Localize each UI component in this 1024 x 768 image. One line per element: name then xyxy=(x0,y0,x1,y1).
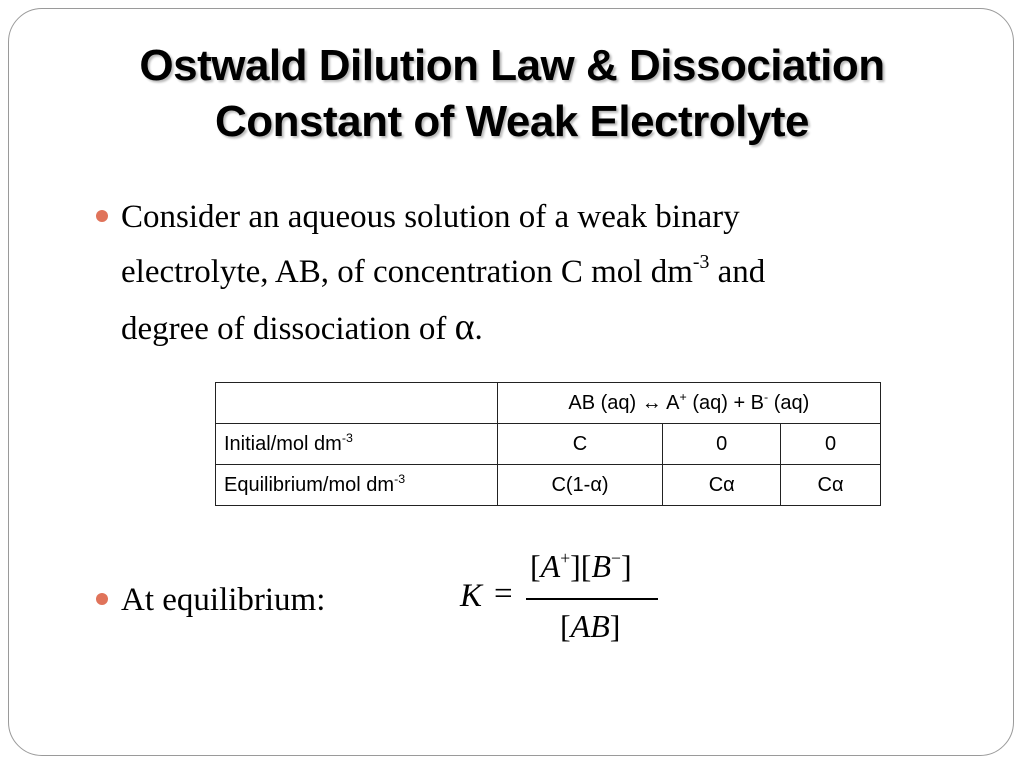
row-label-text: Initial/mol dm xyxy=(224,432,342,455)
table-cell: 0 xyxy=(663,424,781,465)
formula-denominator xyxy=(560,608,620,645)
reaction-part-ab: AB (aq) ↔ A xyxy=(568,391,680,414)
equilibrium-constant-formula xyxy=(458,548,668,658)
bracket: ][ xyxy=(570,548,592,584)
bullet1-line3-end: . xyxy=(474,311,483,347)
formula-equals: = xyxy=(494,576,513,612)
bullet1-line3 xyxy=(121,306,483,348)
bracket: [ xyxy=(530,548,541,584)
bracket: ] xyxy=(609,608,621,644)
formula-k: K xyxy=(460,578,483,614)
bullet1-line2-text: electrolyte, AB, of concentration C mol dm xyxy=(121,254,693,290)
bullet1-line2-end: and xyxy=(709,254,766,290)
fraction-bar xyxy=(526,598,658,600)
table-cell: 0 xyxy=(781,424,881,465)
row-label-initial xyxy=(216,424,498,465)
table-cell: Cα xyxy=(781,465,881,506)
table-cell: C xyxy=(497,424,663,465)
title-line-1: Ostwald Dilution Law & Dissociation xyxy=(139,41,885,90)
bullet-icon xyxy=(96,593,108,605)
row-label-exponent: -3 xyxy=(341,430,353,445)
table-cell: C(1-α) xyxy=(497,465,663,506)
formula-b-charge: − xyxy=(611,547,621,568)
unit-exponent: -3 xyxy=(692,251,710,274)
formula-numerator xyxy=(530,548,632,585)
slide-title xyxy=(40,38,984,150)
formula-b: B xyxy=(591,548,611,584)
anion-charge: - xyxy=(764,389,769,404)
row-label-exponent: -3 xyxy=(394,471,406,486)
formula-ab: AB xyxy=(570,608,610,644)
reaction-part-end: (aq) xyxy=(768,391,810,414)
formula-a-charge: + xyxy=(560,547,571,568)
table-corner-cell xyxy=(216,383,498,424)
alpha-symbol: α xyxy=(454,306,475,348)
table-row xyxy=(216,465,881,506)
cation-charge: + xyxy=(679,389,687,404)
bullet1-line3-text: degree of dissociation of xyxy=(121,311,455,347)
row-label-equilibrium xyxy=(216,465,498,506)
bullet-consider xyxy=(121,190,941,357)
bullet-icon xyxy=(96,210,108,222)
bracket: [ xyxy=(560,608,571,644)
table-row xyxy=(216,424,881,465)
table-cell: Cα xyxy=(663,465,781,506)
bullet-at-equilibrium: At equilibrium: xyxy=(121,582,326,618)
table-header-row xyxy=(216,383,881,424)
reaction-part-mid: (aq) + B xyxy=(686,391,765,414)
bullet1-line1: Consider an aqueous solution of a weak binary xyxy=(121,199,740,235)
equilibrium-table xyxy=(215,382,881,506)
bracket: ] xyxy=(620,548,632,584)
reaction-equation-cell xyxy=(497,383,880,424)
title-line-2: Constant of Weak Electrolyte xyxy=(215,97,809,146)
bullet1-line2 xyxy=(121,251,766,290)
formula-a: A xyxy=(540,548,561,584)
row-label-text: Equilibrium/mol dm xyxy=(224,473,395,496)
